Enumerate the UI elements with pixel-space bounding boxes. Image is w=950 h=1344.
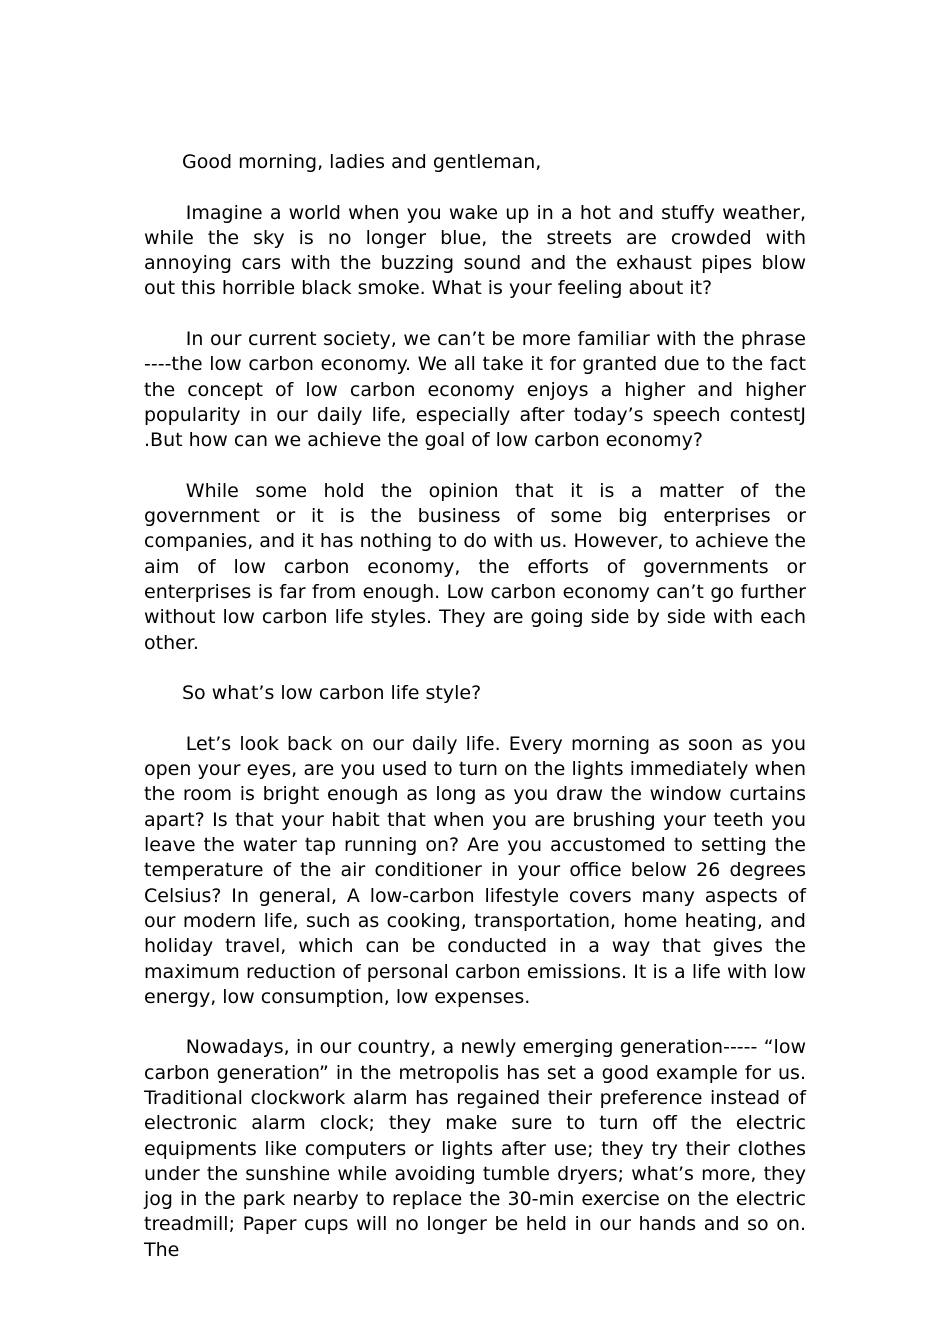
paragraph-imagine-world: Imagine a world when you wake up in a hot and stuffy weather, while the sky is no longer blue, the streets are crowded with annoying cars with the buzzing sound and the exhaust pipes blow out this horrible black smoke. What is your feeling about it? <box>144 201 806 300</box>
paragraph-daily-life: Let’s look back on our daily life. Every morning as soon as you open your eyes, are you used to turn on the lights immediately when the room is bright enough as long as you draw the window curtains apart? Is that your habit that when you are brushing your teeth you leave the water tap running on? Are you accustomed to setting the temperature of the air conditioner in your office below 26 degrees Celsius? In general, A low-carbon lifestyle covers many aspects of our modern life, such as cooking, transportation, home heating, and holiday travel, which can be conducted in a way that gives the maximum reduction of personal carbon emissions. It is a life with low energy, low consumption, low expenses. <box>144 732 806 1008</box>
paragraph-government-opinion: While some hold the opinion that it is a matter of the government or it is the business of some big enterprises or companies, and it has nothing to do with us. However, to achieve the aim of low carbon economy, the efforts of governments or enterprises is far from enough. Low carbon economy can’t go further without low carbon life styles. They are going side by side with each other. <box>144 479 806 654</box>
paragraph-low-carbon-generation: Nowadays, in our country, a newly emerging generation----- “low carbon generation” in the metropolis has set a good example for us. Traditional clockwork alarm has regained their preference instead of electronic alarm clock; they make sure to turn off the electric equipments like computers or lights after use; they try their clothes under the sunshine while avoiding tumble dryers; what’s more, they jog in the park nearby to replace the 30-min exercise on the electric treadmill; Paper cups will no longer be held in our hands and so on. The <box>144 1036 806 1261</box>
paragraph-question: So what’s low carbon life style? <box>182 682 482 705</box>
paragraph-current-society: In our current society, we can’t be more familiar with the phrase ----the low carbon economy. We all take it for granted due to the fact the concept of low carbon economy enjoys a higher and higher popularity in our daily life, especially after today’s speech contestJ .But how can we achieve the goal of low carbon economy? <box>144 328 806 452</box>
paragraph-greeting: Good morning, ladies and gentleman, <box>182 151 542 173</box>
speech-text <box>144 150 806 1263</box>
